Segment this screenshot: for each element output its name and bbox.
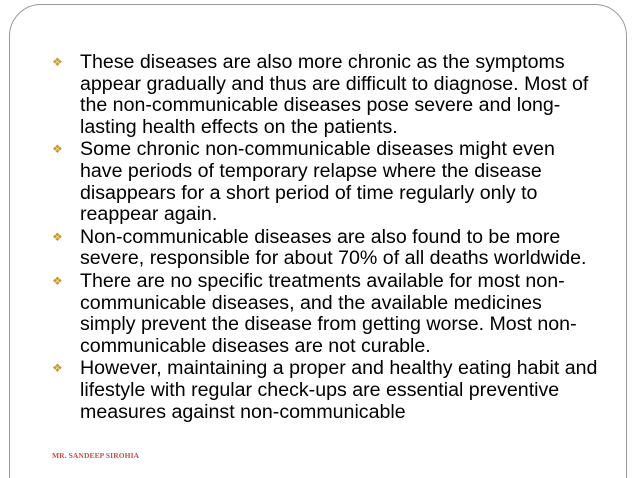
diamond-bullet-icon: ❖ (52, 229, 63, 244)
diamond-bullet-icon: ❖ (52, 273, 63, 288)
bullet-text: However, maintaining a proper and healthy eating habit and lifestyle with regular check-ups are essential preventive measures against non-communicable (80, 357, 598, 423)
diamond-bullet-icon: ❖ (52, 55, 63, 69)
bullet-item (52, 227, 600, 270)
footer-author: MR. SANDEEP SIROHIA (52, 451, 140, 460)
bullet-item (52, 358, 600, 423)
bullet-text: There are no specific treatments available for most non-communicable diseases, and the available medicines simply prevent the disease from getting worse. Most non-communicable diseases are not curable. (80, 269, 577, 357)
bullet-text: Some chronic non-communicable diseases might even have periods of temporary relapse where the disease disappears for a short period of time regularly only to reappear again. (80, 138, 555, 226)
diamond-bullet-icon: ❖ (52, 142, 63, 157)
bullet-item (52, 52, 600, 138)
bullet-list (52, 52, 600, 424)
bullet-text: Non-communicable diseases are also found to be more severe, responsible for about 70% of all deaths worldwide. (80, 225, 587, 270)
bullet-item (52, 271, 600, 357)
bullet-item (52, 139, 600, 225)
diamond-bullet-icon: ❖ (52, 361, 63, 376)
bullet-text: These diseases are also more chronic as the symptoms appear gradually and thus are difficult to diagnose. Most of the non-communicable diseases pose severe and long-lasting health effects on the patients. (80, 51, 589, 138)
